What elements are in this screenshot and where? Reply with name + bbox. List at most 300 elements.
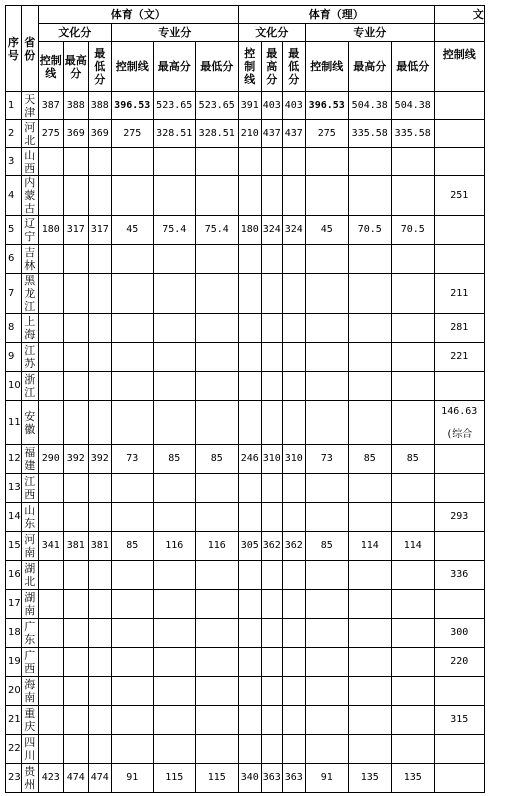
cell-third-control: 211	[434, 274, 484, 314]
cell-major-max-liberal	[153, 706, 195, 735]
cell-third-control	[434, 532, 484, 561]
cell-culture-control-science	[238, 148, 261, 176]
cell-major-control-science	[305, 245, 348, 274]
cell-major-max-science	[348, 401, 391, 445]
col-header-major-min-liberal: 最低分	[195, 42, 238, 92]
cell-major-min-liberal	[195, 245, 238, 274]
cell-culture-control-science	[238, 648, 261, 677]
cell-major-min-science	[391, 401, 434, 445]
table-row	[6, 92, 485, 120]
cell-culture-control-science: 210	[238, 120, 261, 148]
cell-culture-max-science	[261, 274, 282, 314]
cell-third-control: 281	[434, 314, 484, 343]
cell-major-control-science	[305, 148, 348, 176]
cell-culture-min-liberal: 317	[88, 216, 111, 245]
cell-province: 内蒙古	[21, 176, 38, 216]
subgroup-major-science: 专业分	[305, 24, 434, 42]
cell-culture-control-liberal	[38, 401, 63, 445]
table-row	[6, 245, 485, 274]
cell-major-max-science: 85	[348, 445, 391, 474]
cell-major-max-science	[348, 372, 391, 401]
cell-major-min-science: 135	[391, 764, 434, 793]
cell-major-control-science	[305, 706, 348, 735]
cell-idx: 13	[6, 474, 22, 503]
cell-third-control	[434, 401, 484, 445]
cell-major-min-science	[391, 372, 434, 401]
cell-major-control-liberal	[111, 314, 153, 343]
cell-major-min-liberal	[195, 401, 238, 445]
cell-culture-max-science	[261, 245, 282, 274]
cell-culture-min-science	[282, 148, 305, 176]
cell-major-min-science	[391, 706, 434, 735]
table-row	[6, 343, 485, 372]
cell-major-min-science	[391, 677, 434, 706]
cell-province: 上海	[21, 314, 38, 343]
cell-major-max-science	[348, 677, 391, 706]
cell-culture-control-science: 340	[238, 764, 261, 793]
cell-major-control-science	[305, 274, 348, 314]
cell-province: 湖北	[21, 561, 38, 590]
header-row-groups	[6, 6, 485, 24]
cell-major-max-science	[348, 648, 391, 677]
cell-culture-min-science	[282, 677, 305, 706]
cell-major-max-science: 335.58	[348, 120, 391, 148]
cell-culture-min-science	[282, 245, 305, 274]
cell-culture-max-liberal	[63, 148, 88, 176]
col-header-culture-control-science: 控制线	[238, 42, 261, 92]
cell-third-control	[434, 677, 484, 706]
cell-idx: 16	[6, 561, 22, 590]
cell-major-max-liberal	[153, 245, 195, 274]
cell-major-control-liberal	[111, 274, 153, 314]
cell-culture-min-science	[282, 401, 305, 445]
cell-culture-max-liberal	[63, 648, 88, 677]
cell-idx: 17	[6, 590, 22, 619]
cell-major-control-liberal: 91	[111, 764, 153, 793]
cell-culture-min-science: 363	[282, 764, 305, 793]
cell-third-control	[434, 120, 484, 148]
cell-province: 辽宁	[21, 216, 38, 245]
table-row	[6, 735, 485, 764]
cell-culture-max-science: 324	[261, 216, 282, 245]
cell-culture-max-liberal	[63, 372, 88, 401]
cell-province: 广东	[21, 619, 38, 648]
table-row	[6, 314, 485, 343]
cell-culture-max-liberal	[63, 176, 88, 216]
cell-idx: 11	[6, 401, 22, 445]
cell-major-min-liberal	[195, 619, 238, 648]
cell-culture-control-liberal	[38, 314, 63, 343]
col-header-major-max-science: 最高分	[348, 42, 391, 92]
cell-major-min-science	[391, 343, 434, 372]
cell-culture-control-science: 246	[238, 445, 261, 474]
cell-culture-max-science: 310	[261, 445, 282, 474]
header-row-subgroups	[6, 24, 485, 42]
cell-major-control-liberal	[111, 590, 153, 619]
cell-idx: 15	[6, 532, 22, 561]
cell-major-min-liberal: 523.65	[195, 92, 238, 120]
cell-major-min-science: 114	[391, 532, 434, 561]
cell-culture-control-liberal: 180	[38, 216, 63, 245]
subgroup-third-empty	[434, 24, 484, 42]
score-table	[5, 5, 485, 793]
cell-culture-min-liberal	[88, 372, 111, 401]
cell-third-control: 315	[434, 706, 484, 735]
cell-major-control-liberal	[111, 648, 153, 677]
cell-major-max-science	[348, 503, 391, 532]
cell-third-control	[434, 148, 484, 176]
cell-major-control-science	[305, 176, 348, 216]
cell-major-min-liberal	[195, 372, 238, 401]
cell-culture-min-liberal	[88, 590, 111, 619]
cell-major-max-liberal	[153, 372, 195, 401]
cell-province: 安徽	[21, 401, 38, 445]
cell-province: 湖南	[21, 590, 38, 619]
cell-major-control-science	[305, 314, 348, 343]
cell-culture-control-liberal	[38, 677, 63, 706]
cell-idx: 8	[6, 314, 22, 343]
cell-third-control	[434, 92, 484, 120]
col-header-major-control-science: 控制线	[305, 42, 348, 92]
cell-culture-control-liberal	[38, 561, 63, 590]
cell-culture-max-science	[261, 372, 282, 401]
cell-culture-control-science	[238, 561, 261, 590]
cell-major-min-science	[391, 735, 434, 764]
group-header-third: 文	[434, 6, 484, 24]
cell-major-max-science	[348, 314, 391, 343]
cell-third-control-note: (综合	[446, 428, 473, 440]
cell-culture-min-liberal	[88, 245, 111, 274]
col-header-index: 序号	[6, 6, 22, 92]
cell-culture-min-liberal	[88, 561, 111, 590]
cell-major-control-science	[305, 677, 348, 706]
cell-culture-min-science	[282, 474, 305, 503]
cell-major-max-science: 504.38	[348, 92, 391, 120]
cell-province: 山东	[21, 503, 38, 532]
cell-third-control: 251	[434, 176, 484, 216]
cell-culture-max-liberal: 388	[63, 92, 88, 120]
cell-major-control-liberal: 275	[111, 120, 153, 148]
cell-major-min-liberal	[195, 148, 238, 176]
col-header-culture-min-science: 最低分	[282, 42, 305, 92]
cell-third-control	[434, 735, 484, 764]
cell-culture-control-science	[238, 735, 261, 764]
cell-major-min-science	[391, 474, 434, 503]
cell-culture-control-liberal	[38, 176, 63, 216]
cell-third-control: 221	[434, 343, 484, 372]
header-row-columns	[6, 42, 485, 92]
cell-province: 天津	[21, 92, 38, 120]
cell-third-control	[434, 590, 484, 619]
cell-culture-control-liberal: 290	[38, 445, 63, 474]
cell-major-control-liberal	[111, 619, 153, 648]
cell-culture-control-liberal: 387	[38, 92, 63, 120]
cell-major-control-science	[305, 343, 348, 372]
cell-culture-min-liberal	[88, 503, 111, 532]
cell-major-control-liberal	[111, 503, 153, 532]
cell-major-max-science	[348, 176, 391, 216]
cell-major-max-liberal: 85	[153, 445, 195, 474]
cell-major-min-science: 335.58	[391, 120, 434, 148]
cell-culture-control-liberal	[38, 648, 63, 677]
cell-province: 河南	[21, 532, 38, 561]
cell-third-control: 300	[434, 619, 484, 648]
cell-major-min-science	[391, 245, 434, 274]
cell-culture-control-liberal	[38, 245, 63, 274]
cell-culture-min-science: 310	[282, 445, 305, 474]
cell-idx: 4	[6, 176, 22, 216]
cell-major-max-liberal	[153, 590, 195, 619]
cell-major-max-liberal: 523.65	[153, 92, 195, 120]
cell-culture-min-science	[282, 619, 305, 648]
cell-third-control	[434, 764, 484, 793]
group-header-sports-science: 体育（理）	[238, 6, 434, 24]
cell-culture-min-science	[282, 706, 305, 735]
cell-province: 吉林	[21, 245, 38, 274]
cell-idx: 2	[6, 120, 22, 148]
score-table-sheet	[5, 5, 485, 793]
cell-culture-max-science	[261, 735, 282, 764]
cell-major-max-science	[348, 590, 391, 619]
cell-culture-control-science	[238, 176, 261, 216]
cell-culture-control-science	[238, 677, 261, 706]
cell-province: 福建	[21, 445, 38, 474]
cell-culture-min-science: 403	[282, 92, 305, 120]
cell-major-min-science	[391, 274, 434, 314]
cell-culture-min-science	[282, 735, 305, 764]
cell-culture-max-science: 403	[261, 92, 282, 120]
cell-culture-max-science	[261, 677, 282, 706]
cell-idx: 1	[6, 92, 22, 120]
cell-major-min-liberal	[195, 706, 238, 735]
cell-culture-max-science	[261, 314, 282, 343]
cell-culture-max-science	[261, 561, 282, 590]
cell-idx: 22	[6, 735, 22, 764]
cell-province: 山西	[21, 148, 38, 176]
cell-major-control-liberal	[111, 474, 153, 503]
col-header-culture-max-science: 最高分	[261, 42, 282, 92]
cell-major-max-science: 70.5	[348, 216, 391, 245]
cell-major-control-science: 396.53	[305, 92, 348, 120]
cell-culture-control-liberal	[38, 706, 63, 735]
cell-culture-control-liberal: 341	[38, 532, 63, 561]
table-row	[6, 677, 485, 706]
cell-major-max-liberal	[153, 474, 195, 503]
cell-culture-max-liberal	[63, 343, 88, 372]
cell-culture-control-liberal	[38, 274, 63, 314]
cell-idx: 19	[6, 648, 22, 677]
table-row	[6, 120, 485, 148]
cell-culture-min-liberal	[88, 735, 111, 764]
cell-major-control-liberal	[111, 401, 153, 445]
cell-major-control-liberal	[111, 372, 153, 401]
subgroup-major-liberal: 专业分	[111, 24, 238, 42]
cell-culture-min-liberal	[88, 274, 111, 314]
cell-major-control-science: 275	[305, 120, 348, 148]
cell-culture-min-science: 324	[282, 216, 305, 245]
cell-major-control-liberal	[111, 343, 153, 372]
table-row	[6, 372, 485, 401]
table-row	[6, 619, 485, 648]
cell-culture-control-science: 305	[238, 532, 261, 561]
cell-major-control-science	[305, 561, 348, 590]
cell-major-min-liberal: 75.4	[195, 216, 238, 245]
cell-major-control-liberal	[111, 735, 153, 764]
cell-major-min-liberal	[195, 274, 238, 314]
cell-culture-max-science	[261, 401, 282, 445]
cell-major-max-science	[348, 706, 391, 735]
cell-major-control-liberal	[111, 148, 153, 176]
cell-idx: 5	[6, 216, 22, 245]
cell-culture-max-liberal	[63, 735, 88, 764]
cell-culture-max-science	[261, 343, 282, 372]
cell-major-max-liberal: 115	[153, 764, 195, 793]
cell-major-control-science: 85	[305, 532, 348, 561]
cell-culture-min-science	[282, 503, 305, 532]
cell-culture-control-science	[238, 619, 261, 648]
cell-culture-control-science	[238, 706, 261, 735]
cell-major-min-science	[391, 503, 434, 532]
cell-culture-control-science	[238, 314, 261, 343]
cell-culture-max-science	[261, 474, 282, 503]
cell-major-min-science	[391, 561, 434, 590]
cell-culture-control-liberal	[38, 590, 63, 619]
cell-major-control-science	[305, 648, 348, 677]
cell-culture-min-liberal: 392	[88, 445, 111, 474]
cell-major-min-liberal	[195, 343, 238, 372]
cell-culture-control-science	[238, 401, 261, 445]
cell-third-control-value: 146.63	[441, 405, 478, 417]
cell-culture-max-liberal	[63, 401, 88, 445]
cell-major-max-science	[348, 735, 391, 764]
cell-major-control-liberal: 73	[111, 445, 153, 474]
cell-third-control: 293	[434, 503, 484, 532]
cell-culture-max-liberal	[63, 590, 88, 619]
cell-major-control-science	[305, 474, 348, 503]
cell-idx: 3	[6, 148, 22, 176]
cell-culture-max-liberal: 474	[63, 764, 88, 793]
cell-culture-control-science	[238, 274, 261, 314]
cell-major-control-liberal	[111, 677, 153, 706]
cell-third-control	[434, 372, 484, 401]
cell-third-control: 220	[434, 648, 484, 677]
cell-idx: 12	[6, 445, 22, 474]
cell-culture-min-liberal	[88, 401, 111, 445]
cell-major-max-science	[348, 474, 391, 503]
table-row	[6, 503, 485, 532]
cell-province: 海南	[21, 677, 38, 706]
cell-major-control-science	[305, 503, 348, 532]
cell-culture-min-liberal	[88, 474, 111, 503]
cell-major-max-liberal	[153, 148, 195, 176]
cell-culture-min-liberal: 388	[88, 92, 111, 120]
cell-idx: 21	[6, 706, 22, 735]
cell-idx: 6	[6, 245, 22, 274]
cell-major-min-liberal: 116	[195, 532, 238, 561]
cell-culture-min-science	[282, 561, 305, 590]
cell-third-control: 336	[434, 561, 484, 590]
cell-culture-max-science	[261, 176, 282, 216]
cell-idx: 20	[6, 677, 22, 706]
cell-culture-max-liberal	[63, 314, 88, 343]
cell-major-min-liberal	[195, 561, 238, 590]
cell-major-max-science	[348, 343, 391, 372]
cell-major-control-liberal	[111, 176, 153, 216]
cell-major-max-liberal: 116	[153, 532, 195, 561]
cell-culture-control-liberal: 423	[38, 764, 63, 793]
cell-idx: 23	[6, 764, 22, 793]
cell-major-max-liberal	[153, 677, 195, 706]
cell-idx: 9	[6, 343, 22, 372]
cell-culture-max-liberal: 392	[63, 445, 88, 474]
table-row	[6, 401, 485, 445]
cell-major-max-liberal	[153, 735, 195, 764]
cell-major-max-liberal	[153, 314, 195, 343]
table-row	[6, 561, 485, 590]
cell-major-min-liberal	[195, 677, 238, 706]
cell-major-min-science	[391, 590, 434, 619]
table-row	[6, 648, 485, 677]
subgroup-culture-science: 文化分	[238, 24, 305, 42]
col-header-third-control: 控制线	[434, 42, 484, 92]
cell-culture-control-science	[238, 245, 261, 274]
cell-culture-max-science	[261, 619, 282, 648]
cell-major-min-science	[391, 176, 434, 216]
cell-culture-min-liberal	[88, 314, 111, 343]
table-row	[6, 532, 485, 561]
cell-major-min-liberal	[195, 176, 238, 216]
col-header-major-control-liberal: 控制线	[111, 42, 153, 92]
cell-major-min-science: 85	[391, 445, 434, 474]
cell-culture-max-liberal: 369	[63, 120, 88, 148]
cell-culture-min-liberal	[88, 706, 111, 735]
cell-major-max-liberal	[153, 561, 195, 590]
cell-third-control	[434, 474, 484, 503]
cell-culture-max-science	[261, 590, 282, 619]
table-row	[6, 764, 485, 793]
cell-culture-max-liberal: 381	[63, 532, 88, 561]
cell-province: 四川	[21, 735, 38, 764]
cell-major-min-science	[391, 314, 434, 343]
cell-major-control-liberal	[111, 245, 153, 274]
cell-culture-max-liberal: 317	[63, 216, 88, 245]
cell-culture-max-science: 362	[261, 532, 282, 561]
cell-culture-min-liberal	[88, 176, 111, 216]
cell-idx: 18	[6, 619, 22, 648]
cell-culture-max-liberal	[63, 677, 88, 706]
cell-culture-control-liberal	[38, 735, 63, 764]
cell-culture-min-liberal: 369	[88, 120, 111, 148]
cell-major-max-liberal	[153, 274, 195, 314]
cell-major-control-liberal: 45	[111, 216, 153, 245]
table-row	[6, 216, 485, 245]
table-row	[6, 706, 485, 735]
cell-major-min-liberal	[195, 590, 238, 619]
cell-major-max-science: 114	[348, 532, 391, 561]
cell-culture-control-liberal	[38, 474, 63, 503]
cell-major-control-science	[305, 735, 348, 764]
cell-major-min-liberal	[195, 648, 238, 677]
cell-culture-max-liberal	[63, 245, 88, 274]
cell-culture-control-liberal	[38, 503, 63, 532]
cell-culture-control-science: 391	[238, 92, 261, 120]
cell-culture-max-science: 437	[261, 120, 282, 148]
cell-idx: 14	[6, 503, 22, 532]
cell-culture-control-science	[238, 474, 261, 503]
cell-major-control-liberal	[111, 561, 153, 590]
cell-culture-control-liberal	[38, 372, 63, 401]
cell-major-min-science: 70.5	[391, 216, 434, 245]
